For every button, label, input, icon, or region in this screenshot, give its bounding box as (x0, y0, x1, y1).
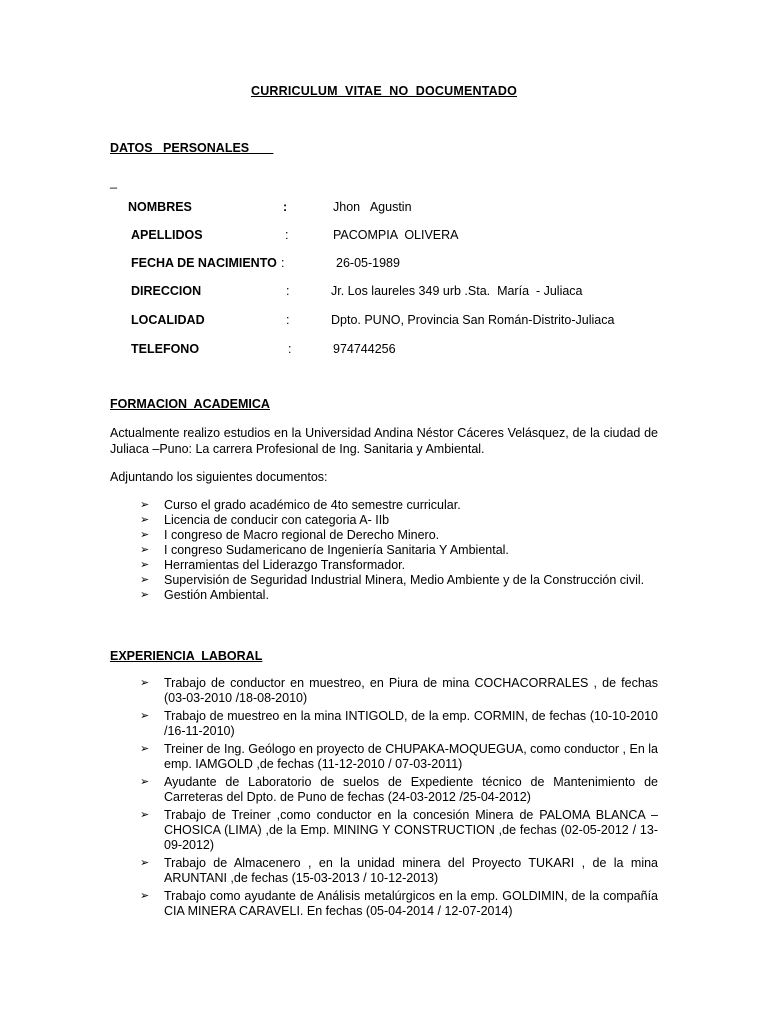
list-item: ➢ Gestión Ambiental. (140, 588, 269, 602)
value-direccion: Jr. Los laureles 349 urb .Sta. María - Juliaca (331, 284, 583, 298)
list-item: ➢ Herramientas del Liderazgo Transformador. (140, 558, 406, 572)
label-nombres: NOMBRES (128, 200, 192, 214)
documents-intro: Adjuntando los siguientes documentos: (110, 470, 328, 484)
documents-list (138, 498, 658, 603)
colon-telefono: : (288, 342, 292, 356)
list-item: ➢ Curso el grado académico de 4to semestre curricular. (140, 498, 461, 512)
value-fecha-nacimiento: 26-05-1989 (336, 256, 400, 270)
list-item: ➢ Ayudante de Laboratorio de suelos de Expediente técnico de Mantenimiento de Carreteras del Dpto. de Puno de fechas (24-03-2012 /25-04-2012) (140, 775, 658, 804)
list-item: ➢ I congreso Sudamericano de Ingeniería Sanitaria Y Ambiental. (140, 543, 509, 557)
arrow-bullet-icon: ➢ (140, 529, 150, 541)
arrow-bullet-icon: ➢ (140, 710, 150, 722)
label-localidad: LOCALIDAD (131, 313, 205, 327)
label-telefono: TELEFONO (131, 342, 200, 356)
label-fecha-nacimiento: FECHA DE NACIMIENTO (131, 256, 277, 270)
academic-paragraph: Actualmente realizo estudios en la Universidad Andina Néstor Cáceres Velásquez, de la ciudad de Juliaca –Puno: La carrera Profesional de Ing. Sanitaria y Ambiental. (110, 426, 658, 456)
arrow-bullet-icon: ➢ (140, 857, 150, 869)
list-item: ➢ Supervisión de Seguridad Industrial Minera, Medio Ambiente y de la Construcción civil. (140, 573, 645, 587)
value-nombres: Jhon Agustin (333, 200, 412, 214)
colon-apellidos: : (285, 228, 289, 242)
arrow-bullet-icon: ➢ (140, 743, 150, 755)
colon-localidad: : (286, 313, 290, 327)
value-telefono: 974744256 (333, 342, 396, 356)
list-item: ➢ Licencia de conducir con categoria A- IIb (140, 513, 390, 527)
colon-nombres: : (283, 200, 288, 214)
list-item: ➢ Trabajo de Almacenero , en la unidad minera del Proyecto TUKARI , de la mina ARUNTANI ,de fechas (15-03-2013 / 10-12-2013) (140, 856, 658, 885)
arrow-bullet-icon: ➢ (140, 499, 150, 511)
arrow-bullet-icon: ➢ (140, 589, 150, 601)
list-item: ➢ I congreso de Macro regional de Derecho Minero. (140, 528, 440, 542)
value-localidad: Dpto. PUNO, Provincia San Román-Distrito-Juliaca (331, 313, 615, 327)
arrow-bullet-icon: ➢ (140, 809, 150, 821)
personal-data-heading: DATOS PERSONALES (110, 141, 274, 155)
list-item: ➢ Trabajo de muestreo en la mina INTIGOLD, de la emp. CORMIN, de fechas (10-10-2010 /16-11-2010) (140, 709, 658, 738)
list-item: ➢ Trabajo de conductor en muestreo, en Piura de mina COCHACORRALES , de fechas (03-03-2010 /18-08-2010) (140, 676, 658, 705)
arrow-bullet-icon: ➢ (140, 890, 150, 902)
list-item: ➢ Treiner de Ing. Geólogo en proyecto de CHUPAKA-MOQUEGUA, como conductor , En la emp. IAMGOLD ,de fechas (11-12-2010 / 07-03-2011) (140, 742, 658, 771)
experience-heading: EXPERIENCIA LABORAL (110, 649, 263, 663)
value-apellidos: PACOMPIA OLIVERA (333, 228, 459, 242)
list-item: ➢ Trabajo como ayudante de Análisis metalúrgicos en la emp. GOLDIMIN, de la compañía CIA MINERA CARAVELI. En fechas (05-04-2014 / 12-07-2014) (140, 889, 658, 918)
arrow-bullet-icon: ➢ (140, 574, 150, 586)
colon-fecha-nacimiento: : (281, 256, 285, 270)
list-item: ➢ Trabajo de Treiner ,como conductor en la concesión Minera de PALOMA BLANCA – CHOSICA (LIMA) ,de la Emp. MINING Y CONSTRUCTION ,de fechas (02-05-2012 / 13-09-2012) (140, 808, 658, 852)
dash-mark: _ (110, 175, 117, 189)
arrow-bullet-icon: ➢ (140, 677, 150, 689)
label-direccion: DIRECCION (131, 284, 202, 298)
label-apellidos: APELLIDOS (131, 228, 203, 242)
colon-direccion: : (286, 284, 290, 298)
arrow-bullet-icon: ➢ (140, 559, 150, 571)
experience-list (138, 676, 658, 922)
arrow-bullet-icon: ➢ (140, 776, 150, 788)
document-title: CURRICULUM VITAE NO DOCUMENTADO (250, 84, 518, 98)
arrow-bullet-icon: ➢ (140, 544, 150, 556)
academic-heading: FORMACION ACADEMICA (110, 397, 270, 411)
arrow-bullet-icon: ➢ (140, 514, 150, 526)
